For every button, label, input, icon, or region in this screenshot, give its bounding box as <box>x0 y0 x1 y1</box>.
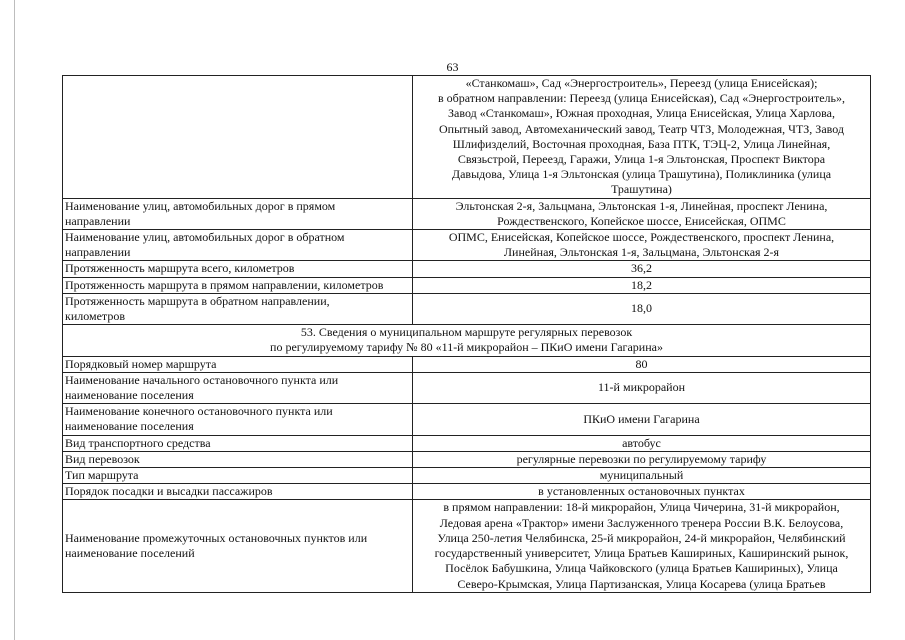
table-row <box>63 76 871 199</box>
section-heading: 53. Сведения о муниципальном маршруте регулярных перевозок по регулируемому тарифу № 80 «11-й микрорайон – ПКиО имени Гагарина» <box>63 325 871 356</box>
row-value: ОПМС, Енисейская, Копейское шоссе, Рождественского, проспект Ленина, Линейная, Эльтонская 1-я, Зальцмана, Эльтонская 2-я <box>413 230 871 261</box>
row-label: Вид перевозок <box>63 451 413 467</box>
row-label: Протяженность маршрута в обратном направлении, километров <box>63 293 413 324</box>
table-row <box>63 198 871 229</box>
table-row <box>63 293 871 324</box>
row-value: 18,0 <box>413 293 871 324</box>
row-value: 36,2 <box>413 261 871 277</box>
row-value: муниципальный <box>413 468 871 484</box>
table-row <box>63 451 871 467</box>
row-label: Порядок посадки и высадки пассажиров <box>63 484 413 500</box>
row-label: Наименование конечного остановочного пункта или наименование поселения <box>63 404 413 435</box>
table-row <box>63 230 871 261</box>
table-row <box>63 500 871 592</box>
row-value: 18,2 <box>413 277 871 293</box>
table-row <box>63 356 871 372</box>
row-label: Наименование промежуточных остановочных пунктов или наименование поселений <box>63 500 413 592</box>
row-label: Наименование начального остановочного пункта или наименование поселения <box>63 372 413 403</box>
row-label: Вид транспортного средства <box>63 435 413 451</box>
table-row <box>63 325 871 356</box>
row-label: Наименование улиц, автомобильных дорог в прямом направлении <box>63 198 413 229</box>
row-label: Протяженность маршрута в прямом направлении, километров <box>63 277 413 293</box>
row-label: Порядковый номер маршрута <box>63 356 413 372</box>
row-label: Тип маршрута <box>63 468 413 484</box>
route-table <box>62 75 871 593</box>
page-number: 63 <box>446 60 459 74</box>
table-row <box>63 404 871 435</box>
row-value: ПКиО имени Гагарина <box>413 404 871 435</box>
row-value: 11-й микрорайон <box>413 372 871 403</box>
table-row <box>63 484 871 500</box>
scan-edge-line <box>14 0 15 640</box>
row-label: Протяженность маршрута всего, километров <box>63 261 413 277</box>
table-row <box>63 261 871 277</box>
row-value: регулярные перевозки по регулируемому тарифу <box>413 451 871 467</box>
table-row <box>63 372 871 403</box>
route-table-body <box>63 76 871 593</box>
table-row <box>63 468 871 484</box>
row-value: в установленных остановочных пунктах <box>413 484 871 500</box>
row-label <box>63 76 413 199</box>
row-label: Наименование улиц, автомобильных дорог в обратном направлении <box>63 230 413 261</box>
row-value: «Станкомаш», Сад «Энергостроитель», Переезд (улица Енисейская); в обратном направлении: Переезд (улица Енисейская), Сад «Энергостроитель», Завод «Станкомаш», Южная проходная, Улица Енисейская, Улица Харлова, Опытный завод, Автомеханический завод, Театр ЧТЗ, Молодежная, ЧТЗ, Завод Шлифизделий, Восточная проходная, База ПТК, ТЭЦ-2, Улица Линейная, Связьстрой, Переезд, Гаражи, Улица 1-я Эльтонская, Проспект Виктора Давыдова, Улица 1-я Эльтонская (улица Трашутина), Поликлиника (улица Трашутина) <box>413 76 871 199</box>
row-value: автобус <box>413 435 871 451</box>
row-value: Эльтонская 2-я, Зальцмана, Эльтонская 1-я, Линейная, проспект Ленина, Рождественского, Копейское шоссе, Енисейская, ОПМС <box>413 198 871 229</box>
row-value: 80 <box>413 356 871 372</box>
table-row <box>63 435 871 451</box>
row-value: в прямом направлении: 18-й микрорайон, Улица Чичерина, 31-й микрорайон, Ледовая арена «Трактор» имени Заслуженного тренера России В.К. Белоусова, Улица 250-летия Челябинска, 25-й микрорайон, 24-й микрорайон, Челябинский государственный университет, Улица Братьев Кашириных, Каширинский рынок, Посёлок Бабушкина, Улица Чайковского (улица Братьев Кашириных), Улица Северо-Крымская, Улица Партизанская, Улица Косарева (улица Братьев <box>413 500 871 592</box>
table-row <box>63 277 871 293</box>
